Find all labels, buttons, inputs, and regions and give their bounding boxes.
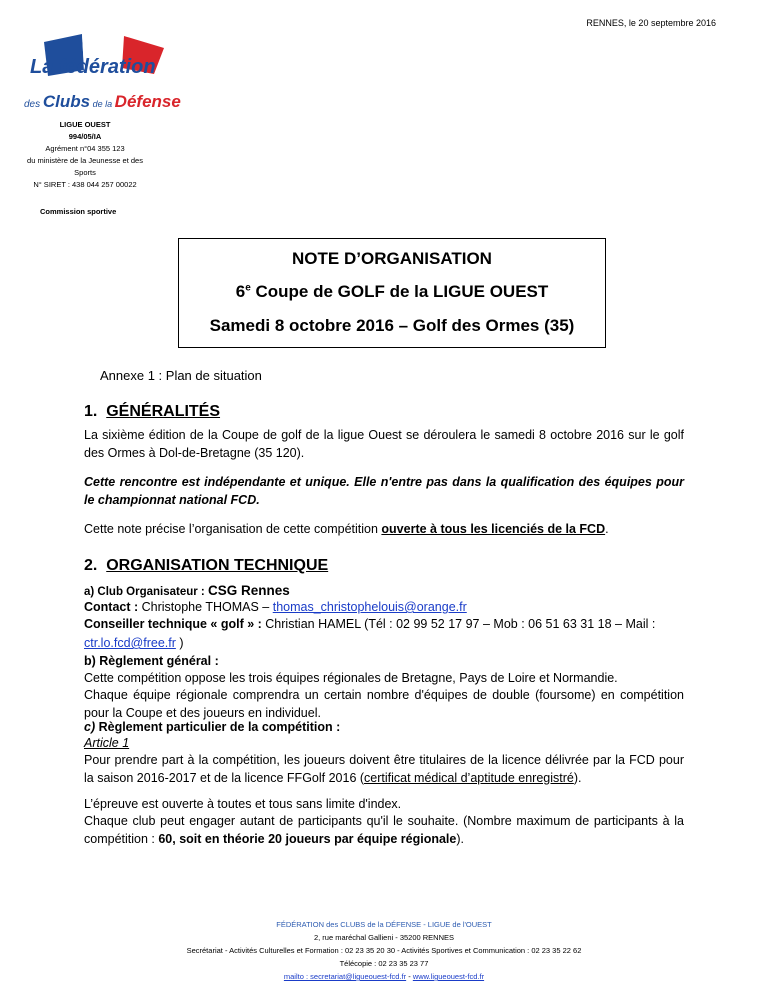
annexe-line: Annexe 1 : Plan de situation: [100, 368, 262, 383]
reglement-particulier-label: Règlement particulier de la compétition :: [95, 720, 341, 734]
contact-label: Contact :: [84, 600, 142, 614]
reglement-particulier-heading: [84, 719, 684, 737]
commission-label: Commission sportive: [40, 207, 117, 216]
cup-edition-sup: e: [245, 282, 251, 294]
event-date-title: Samedi 8 octobre 2016 – Golf des Ormes (35): [209, 316, 575, 335]
advisor-details: Christian HAMEL (Tél : 02 99 52 17 97 – Mob : 06 51 63 31 18 – Mail :: [265, 617, 656, 631]
organization-block: [10, 119, 160, 191]
article-1-p3-text: Chaque club peut engager autant de participants qu'il le souhaite. (Nombre maximum de participants à la compétition :: [84, 814, 684, 846]
title-box: [178, 238, 606, 348]
section1-heading: [84, 403, 220, 421]
note-title: NOTE D’ORGANISATION: [292, 249, 492, 268]
footer-phones: Secrétariat - Activités Culturelles et Formation : 02 23 35 20 30 - Activités Sportives et Communication : 02 23 35 22 62: [186, 946, 582, 955]
advisor-email-end: ): [175, 636, 184, 650]
article-1-paragraph2: L’épreuve est ouverte à toutes et tous sans limite d'index.: [84, 797, 402, 811]
footer-fax: Télécopie : 02 23 35 23 77: [339, 959, 429, 968]
club-name: CSG Rennes: [207, 583, 290, 598]
article-1-p1-underlined: certificat médical d’aptitude enregistré: [364, 770, 574, 785]
article-1-paragraph3: [84, 813, 684, 848]
footer-address: 2, rue maréchal Gallieni - 35200 RENNES: [313, 933, 455, 942]
section1-number: 1.: [84, 403, 98, 420]
article-1-p3-bold: 60, soit en théorie 20 joueurs par équipe régionale: [158, 831, 457, 846]
footer-links: [0, 970, 768, 983]
logo-text-la: La: [30, 56, 59, 78]
logo-text-des: des: [24, 99, 43, 110]
technical-advisor-line: [84, 616, 684, 634]
logo-text-delà: de la: [90, 99, 115, 109]
org-siret: N° SIRET : 438 044 257 00022: [33, 180, 137, 189]
cup-name: Coupe de GOLF de la LIGUE OUEST: [250, 282, 549, 301]
footer-website-link[interactable]: www.ligueouest-fcd.fr: [412, 972, 485, 981]
cup-title: [179, 282, 605, 302]
reglement-general-p1: Cette compétition oppose les trois équipes régionales de Bretagne, Pays de Loire et Normandie.: [84, 671, 618, 685]
org-ministere-line2: Sports: [74, 168, 96, 177]
logo-text-clubs: Clubs: [42, 92, 91, 111]
section1-title: GÉNÉRALITÉS: [106, 403, 221, 420]
org-ref: 994/05/IA: [68, 132, 102, 141]
reglement-general-heading: b) Règlement général :: [84, 654, 219, 668]
footer-email-link[interactable]: mailto : secretariat@ligueouest-fcd.fr: [283, 972, 407, 981]
page-footer: [0, 918, 768, 983]
section1-paragraph2: Cette rencontre est indépendante et unique. Elle n'entre pas dans la qualification des équipes pour le championnat national FCD.: [84, 475, 684, 507]
section1-paragraph1: La sixième édition de la Coupe de golf de la ligue Ouest se déroulera le samedi 8 octobre 2016 sur le golf des Ormes à Dol-de-Bretagne (35 120).: [84, 428, 684, 460]
advisor-label: Conseiller technique « golf » :: [84, 617, 266, 631]
section2-number: 2.: [84, 557, 98, 574]
reglement-general-p2: Chaque équipe régionale comprendra un certain nombre d'équipes de double (foursome) en compétition pour la Coupe et des joueurs en individuel.: [84, 688, 684, 720]
federation-logo: [24, 34, 184, 114]
article-1-paragraph1: [84, 752, 684, 787]
reglement-particulier-letter: c): [84, 720, 96, 734]
section1-p3-text: Cette note précise l’organisation de cette compétition: [84, 522, 382, 536]
advisor-email-link[interactable]: ctr.lo.fcd@free.fr: [84, 636, 176, 650]
article-1-label: Article 1: [84, 736, 130, 750]
section1-paragraph3: [84, 521, 684, 539]
advisor-email-line: [84, 635, 684, 653]
section1-p3-emphasis: ouverte à tous les licenciés de la FCD: [381, 522, 606, 536]
org-agrement: Agrément n°04 355 123: [45, 144, 125, 153]
club-label: a) Club Organisateur :: [84, 586, 208, 598]
section2-title: ORGANISATION TECHNIQUE: [106, 557, 329, 574]
org-name: LIGUE OUEST: [59, 120, 111, 129]
article-1-p1-end: ).: [573, 770, 582, 785]
logo-text-defense: Défense: [114, 92, 181, 111]
contact-name: Christophe THOMAS –: [141, 600, 273, 614]
footer-org-name: FÉDÉRATION des CLUBS de la DÉFENSE - LIGUE de l'OUEST: [276, 920, 492, 929]
contact-email-link[interactable]: thomas_christophelouis@orange.fr: [272, 600, 467, 614]
logo-text-federation: fédération: [58, 56, 156, 78]
article-1-p1-text: Pour prendre part à la compétition, les joueurs doivent être titulaires de la licence délivrée par la FCD pour la saison 2016-2017 et de la licence FFGolf 2016 (: [84, 753, 684, 785]
section1-p3-end: .: [605, 522, 609, 536]
section2-heading: [84, 557, 328, 575]
footer-separator: -: [406, 972, 413, 981]
article-1-p3-end: ).: [456, 831, 464, 846]
cup-edition: 6: [235, 282, 246, 301]
document-date: RENNES, le 20 septembre 2016: [586, 18, 716, 28]
org-ministere-line1: du ministère de la Jeunesse et des: [27, 156, 143, 165]
contact-line: [84, 599, 684, 617]
